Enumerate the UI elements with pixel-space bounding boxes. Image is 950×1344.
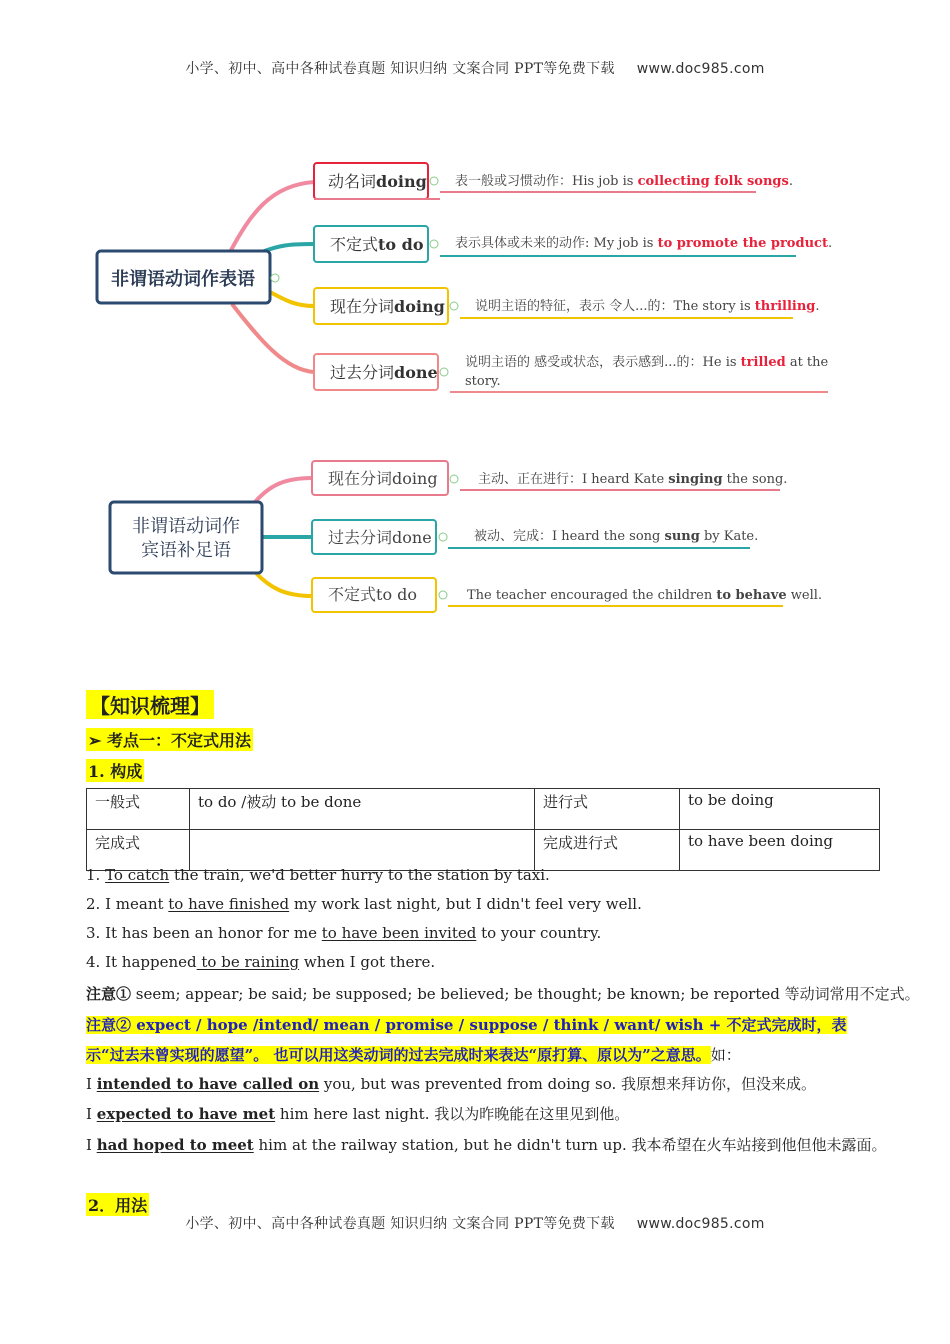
svg-text:表一般或习惯动作：His job is collectin (455, 173, 793, 189)
svg-text:说明主语的特征，表示 令人...的：The story is: 说明主语的特征，表示 令人...的：The story is thrilling. (475, 299, 820, 314)
example: collecting folk songs (637, 174, 789, 189)
footer-text: 小学、初中、高中各种试卷真题 知识归纳 文案合同 PPT等免费下载 (185, 1216, 615, 1232)
header-text: 小学、初中、高中各种试卷真题 知识归纳 文案合同 PPT等免费下载 (185, 61, 615, 77)
svg-text:过去分词done: 过去分词done (328, 528, 432, 547)
section-sub2: 2．用法 (86, 1193, 149, 1216)
end: . (788, 174, 793, 189)
table-row (87, 789, 880, 830)
svg-text:主动、正在进行：I heard Kate singing t: 主动、正在进行：I heard Kate singing the song. (478, 472, 788, 487)
svg-text:动名词doing (328, 172, 427, 191)
page-footer (0, 1213, 950, 1233)
svg-text:表示具体或未来的动作: My job is to promo: 表示具体或未来的动作: My job is to promote the product. (455, 236, 833, 251)
svg-text:现在分词doing: 现在分词doing (330, 297, 445, 316)
section-point: ➢ 考点一：不定式用法 (86, 728, 253, 751)
svg-text:被动、完成：I heard the song sung by: 被动、完成：I heard the song sung by Kate. (474, 529, 759, 544)
table-cell: to do /被动 to be done (190, 789, 535, 830)
sentence-line: I expected to have met him here last night. 我以为昨晚能在这里见到他。 (86, 1105, 630, 1123)
svg-text:不定式to do: 不定式to do (330, 235, 424, 254)
desc: 表一般或习惯动作：His job is (455, 174, 638, 189)
svg-text:说明主语的 感受或状态，表示感到...的：He is tr: 说明主语的 感受或状态，表示感到...的：He is trilled at the (465, 355, 829, 370)
example-line: 3. It has been an honor for me to have been invited to your country. (86, 924, 602, 942)
mindmap1-root: 非谓语动词作表语 (111, 269, 255, 290)
infinitive-forms-table (86, 788, 880, 871)
example-line: 1. To catch the train, we'd better hurry to the station by taxi. (86, 866, 550, 884)
table-cell: 进行式 (535, 789, 680, 830)
section-sub1: 1. 构成 (86, 759, 144, 782)
section-title: 【知识梳理】 (86, 690, 214, 719)
example-line: 4. It happened to be raining when I got there. (86, 953, 436, 971)
table-row (87, 830, 880, 871)
svg-text:story.: story. (465, 374, 501, 389)
note-2: 注意② expect / hope /intend/ mean / promise / suppose / think / want/ wish + 不定式完成时，表示“过去未曾实现的愿望”。 也可以用这类动词的过去完成时来表达“原打算、原以为”之意思。如： (86, 1016, 847, 1064)
svg-text:现在分词doing: 现在分词doing (328, 469, 438, 488)
table-cell: to be doing (680, 789, 880, 830)
table-cell: 一般式 (87, 789, 190, 830)
note-1: 注意① seem; appear; be said; be supposed; be believed; be thought; be known; be reported 等动词常用不定式。 (86, 985, 920, 1003)
footer-url: www.doc985.com (636, 1216, 765, 1232)
mindmap2-root-line1: 非谓语动词作 (132, 516, 240, 537)
table-cell: to have been doing (680, 830, 880, 871)
table-cell (190, 830, 535, 871)
sentence-line: I had hoped to meet him at the railway station, but he didn't turn up. 我本希望在火车站接到他但他未露面。 (86, 1136, 887, 1154)
mindmap-diagrams (0, 0, 950, 640)
example-line: 2. I meant to have finished my work last night, but I didn't feel very well. (86, 895, 642, 913)
table-cell: 完成式 (87, 830, 190, 871)
header-url: www.doc985.com (636, 61, 765, 77)
node-label-en: doing (376, 172, 427, 191)
table-cell: 完成进行式 (535, 830, 680, 871)
svg-text:过去分词done: 过去分词done (330, 363, 438, 382)
sentence-line: I intended to have called on you, but was prevented from doing so. 我原想来拜访你，但没来成。 (86, 1075, 817, 1093)
mindmap2-root-box (110, 502, 262, 573)
mindmap2-root-line2: 宾语补足语 (141, 540, 231, 561)
svg-text:不定式to do: 不定式to do (328, 585, 418, 604)
svg-text:The teacher encouraged the chi: The teacher encouraged the children to behave well. (467, 588, 823, 603)
node-label-cn: 动名词 (328, 172, 377, 191)
